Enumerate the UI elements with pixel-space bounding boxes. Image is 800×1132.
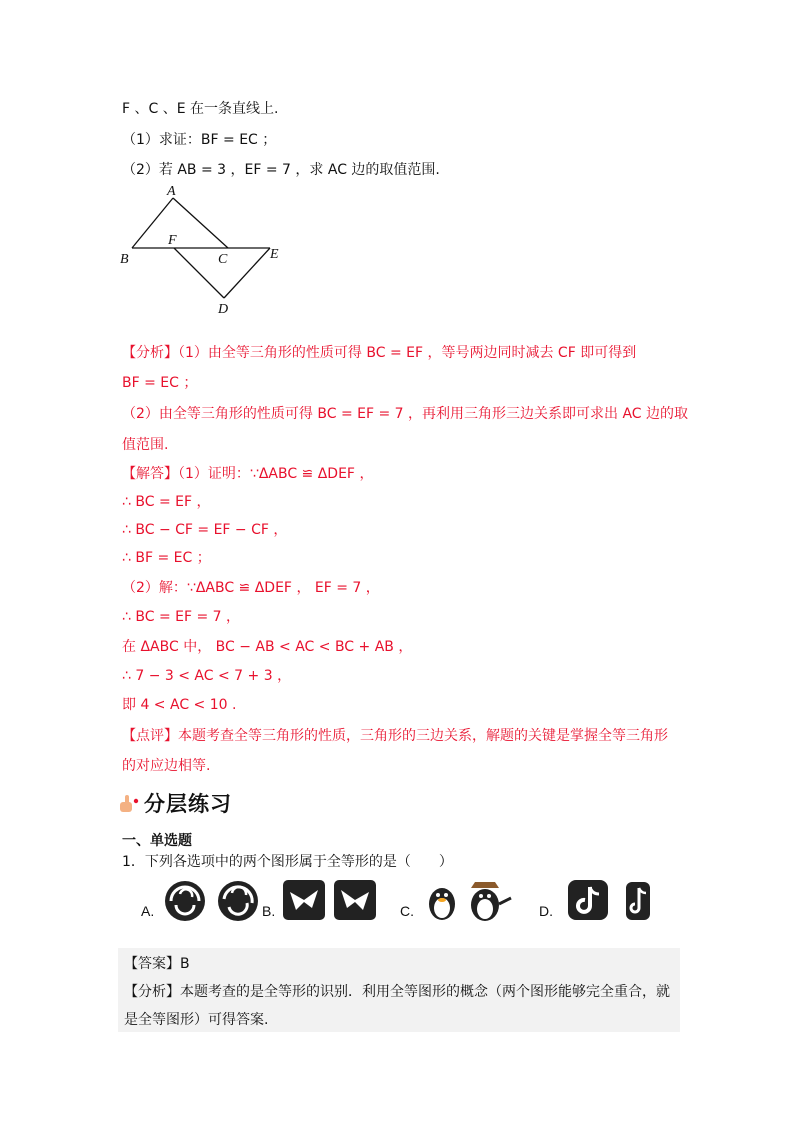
analysis-line-3: （2）由全等三角形的性质可得 BC = EF = 7 ，再利用三角形三边关系即可求出 AC 边的取 [122, 406, 689, 422]
label-a: A [167, 184, 176, 199]
comment-line-2: 的对应边相等. [122, 758, 211, 774]
segment-ed [224, 248, 270, 298]
label-c: C [218, 252, 228, 267]
section-title-text: 分层练习 [144, 792, 232, 816]
hand-icon [118, 794, 140, 814]
problem-part-1: （1）求证：BF = EC ； [122, 132, 277, 148]
penguin-with-hat-icon [471, 882, 511, 921]
solution-line-5: （2）解：∵ΔABC ≌ ΔDEF ， EF = 7 ， [122, 580, 380, 596]
section-subtitle: 一、单选题 [122, 833, 192, 849]
solution-line-8: ∴ 7 − 3 < AC < 7 + 3 ， [122, 668, 292, 684]
segment-ac [173, 198, 228, 248]
swirl-logo-1 [165, 881, 205, 921]
segment-ab [132, 198, 173, 248]
music-note-logo-2 [626, 882, 650, 920]
analysis-line-2: BF = EC ； [122, 375, 198, 391]
label-d: D [218, 302, 229, 317]
option-a-figures [162, 878, 264, 924]
solution-line-4: ∴ BF = EC ； [122, 550, 211, 566]
answer-line-2: 【分析】本题考查的是全等形的识别．利用全等图形的概念（两个图形能够完全重合，就 [124, 984, 670, 1000]
option-b-figures [282, 878, 378, 922]
solution-line-9: 即 4 < AC < 10 . [122, 697, 237, 713]
penguin-icon [429, 888, 455, 920]
option-c-figures [425, 876, 515, 924]
answer-line-1: 【答案】B [124, 956, 190, 972]
question-1-stem: 1．下列各选项中的两个图形属于全等形的是（ ） [122, 854, 453, 870]
section-title [118, 788, 232, 818]
swirl-logo-2 [218, 881, 258, 921]
solution-line-1: 【解答】（1）证明：∵ΔABC ≌ ΔDEF ， [122, 466, 374, 482]
solution-line-7: 在 ΔABC 中， BC − AB < AC < BC + AB ， [122, 639, 413, 655]
option-d-label: D. [539, 903, 553, 919]
option-d-figures [566, 878, 654, 922]
solution-line-2: ∴ BC = EF ， [122, 494, 211, 510]
comment-line-1: 【点评】本题考查全等三角形的性质，三角形的三边关系，解题的关键是掌握全等三角形 [122, 728, 668, 744]
wing-logo-2 [334, 880, 376, 920]
solution-line-6: ∴ BC = EF = 7 ， [122, 609, 241, 625]
solution-line-3: ∴ BC − CF = EF − CF ， [122, 522, 288, 538]
problem-line-1: F 、C 、E 在一条直线上. [122, 101, 279, 117]
option-c-label: C. [400, 903, 414, 919]
music-note-logo-1 [568, 880, 608, 920]
label-f: F [168, 233, 177, 248]
triangle-figure [110, 180, 300, 320]
segment-df [174, 248, 224, 298]
answer-line-3: 是全等图形）可得答案. [124, 1012, 269, 1028]
answer-box [118, 948, 680, 1032]
analysis-line-4: 值范围. [122, 437, 169, 453]
option-a-label: A. [141, 903, 155, 919]
label-e: E [270, 247, 279, 262]
option-b-label: B. [262, 903, 276, 919]
wing-logo-1 [283, 880, 325, 920]
analysis-line-1: 【分析】（1）由全等三角形的性质可得 BC = EF ，等号两边同时减去 CF 即可得到 [122, 345, 637, 361]
problem-part-2: （2）若 AB = 3 ，EF = 7 ，求 AC 边的取值范围. [122, 162, 440, 178]
label-b: B [120, 252, 129, 267]
